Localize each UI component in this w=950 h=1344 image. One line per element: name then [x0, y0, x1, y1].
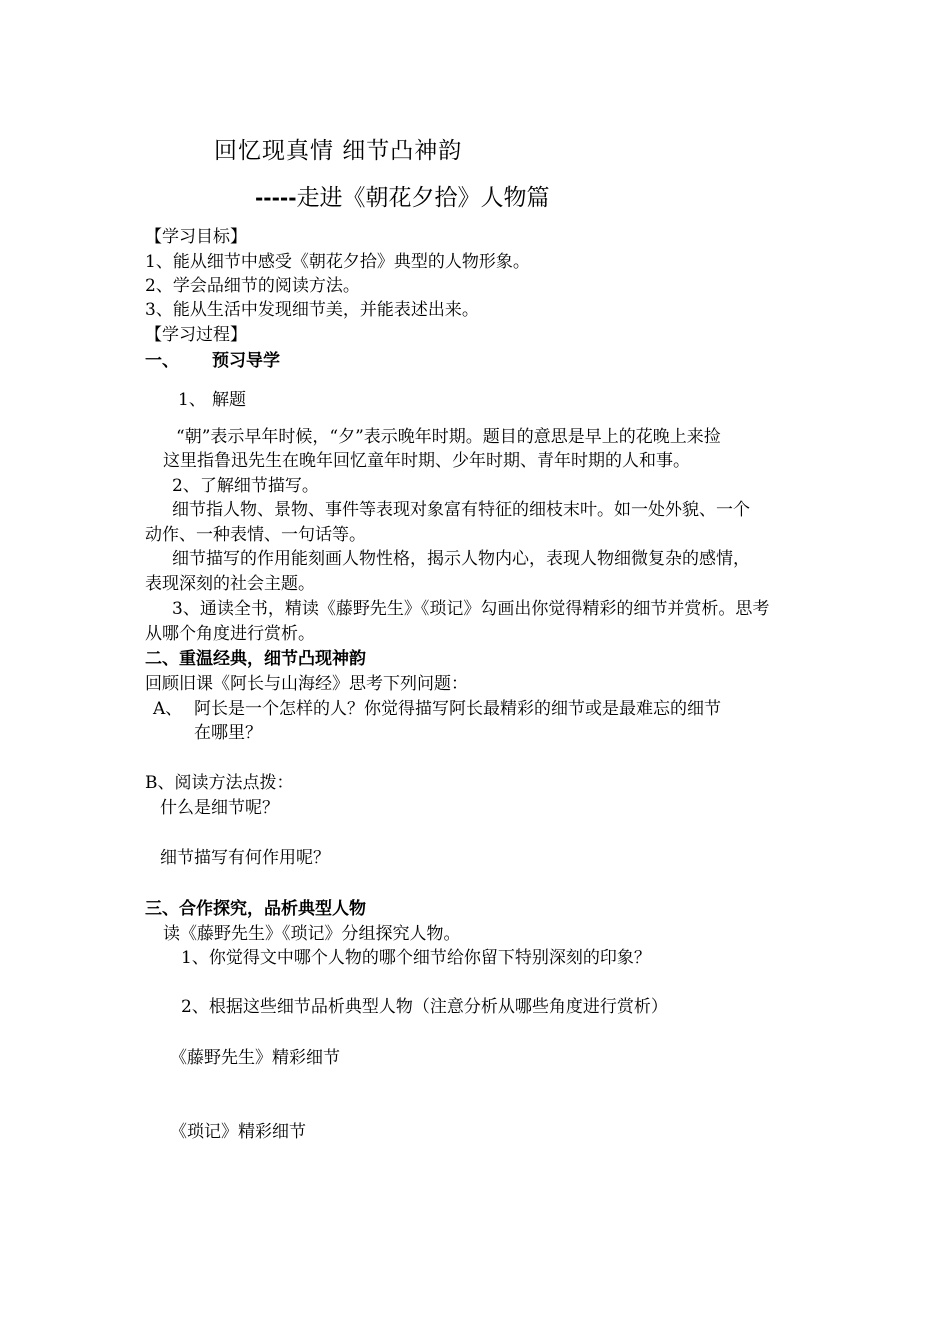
question-a-text: 阿长是一个怎样的人？你觉得描写阿长最精彩的细节或是最难忘的细节 [194, 699, 721, 719]
goals-header: 【学习目标】 [145, 227, 247, 247]
section1-paragraph: 动作、一种表情、一句话等。 [145, 525, 366, 545]
section3-question1: 1、你觉得文中哪个人物的哪个细节给你留下特别深刻的印象？ [181, 948, 651, 968]
question-b2: 细节描写有何作用呢？ [160, 848, 330, 868]
section3-label-suoji: 《琐记》精彩细节 [170, 1122, 306, 1142]
section1-paragraph: “朝”表示早年时候，“夕”表示晚年时期。题目的意思是早上的花晚上来捡 [176, 427, 721, 447]
subtitle-dash: ----- [255, 186, 297, 210]
section3-label-fujino: 《藤野先生》精彩细节 [170, 1048, 340, 1068]
process-header: 【学习过程】 [145, 325, 247, 345]
section1-paragraph: 这里指鲁迅先生在晚年回忆童年时期、少年时期、青年时期的人和事。 [163, 451, 690, 471]
section2-heading: 二、重温经典，细节凸现神韵 [145, 649, 366, 669]
section1-paragraph: 表现深刻的社会主题。 [145, 574, 315, 594]
section1-paragraph: 细节描写的作用能刻画人物性格，揭示人物内心，表现人物细微复杂的感情， [172, 549, 750, 569]
section1-number: 一、 [145, 351, 179, 371]
section3-question2: 2、根据这些细节品析典型人物（注意分析从哪些角度进行赏析） [181, 997, 668, 1017]
page-title: 回忆现真情 细节凸神韵 [214, 138, 463, 164]
section3-heading: 三、合作探究，品析典型人物 [145, 899, 366, 919]
section1-item3: 3、通读全书，精读《藤野先生》《琐记》勾画出你觉得精彩的细节并赏析。思考 [172, 599, 770, 619]
goal-item: 1、能从细节中感受《朝花夕拾》典型的人物形象。 [145, 252, 530, 272]
section3-intro: 读《藤野先生》《琐记》分组探究人物。 [163, 924, 461, 944]
subtitle-text: 走进《朝花夕拾》人物篇 [296, 185, 550, 211]
question-a-label: A、 [153, 699, 183, 719]
question-b1: 什么是细节呢？ [160, 798, 279, 818]
question-b: B、阅读方法点拨： [145, 773, 294, 793]
section1-heading: 预习导学 [212, 351, 280, 371]
section1-item1-title: 解题 [212, 390, 246, 410]
section1-item2: 2、了解细节描写。 [172, 476, 319, 496]
section1-item1-number: 1、 [178, 390, 206, 410]
section2-intro: 回顾旧课《阿长与山海经》思考下列问题： [145, 674, 468, 694]
section1-paragraph: 细节指人物、景物、事件等表现对象富有特征的细枝末叶。如一处外貌、一个 [172, 500, 750, 520]
goal-item: 3、能从生活中发现细节美，并能表述出来。 [145, 300, 479, 320]
question-a-text: 在哪里？ [194, 723, 262, 743]
page-subtitle [255, 183, 550, 213]
section1-item3: 从哪个角度进行赏析。 [145, 624, 315, 644]
goal-item: 2、学会品细节的阅读方法。 [145, 276, 360, 296]
